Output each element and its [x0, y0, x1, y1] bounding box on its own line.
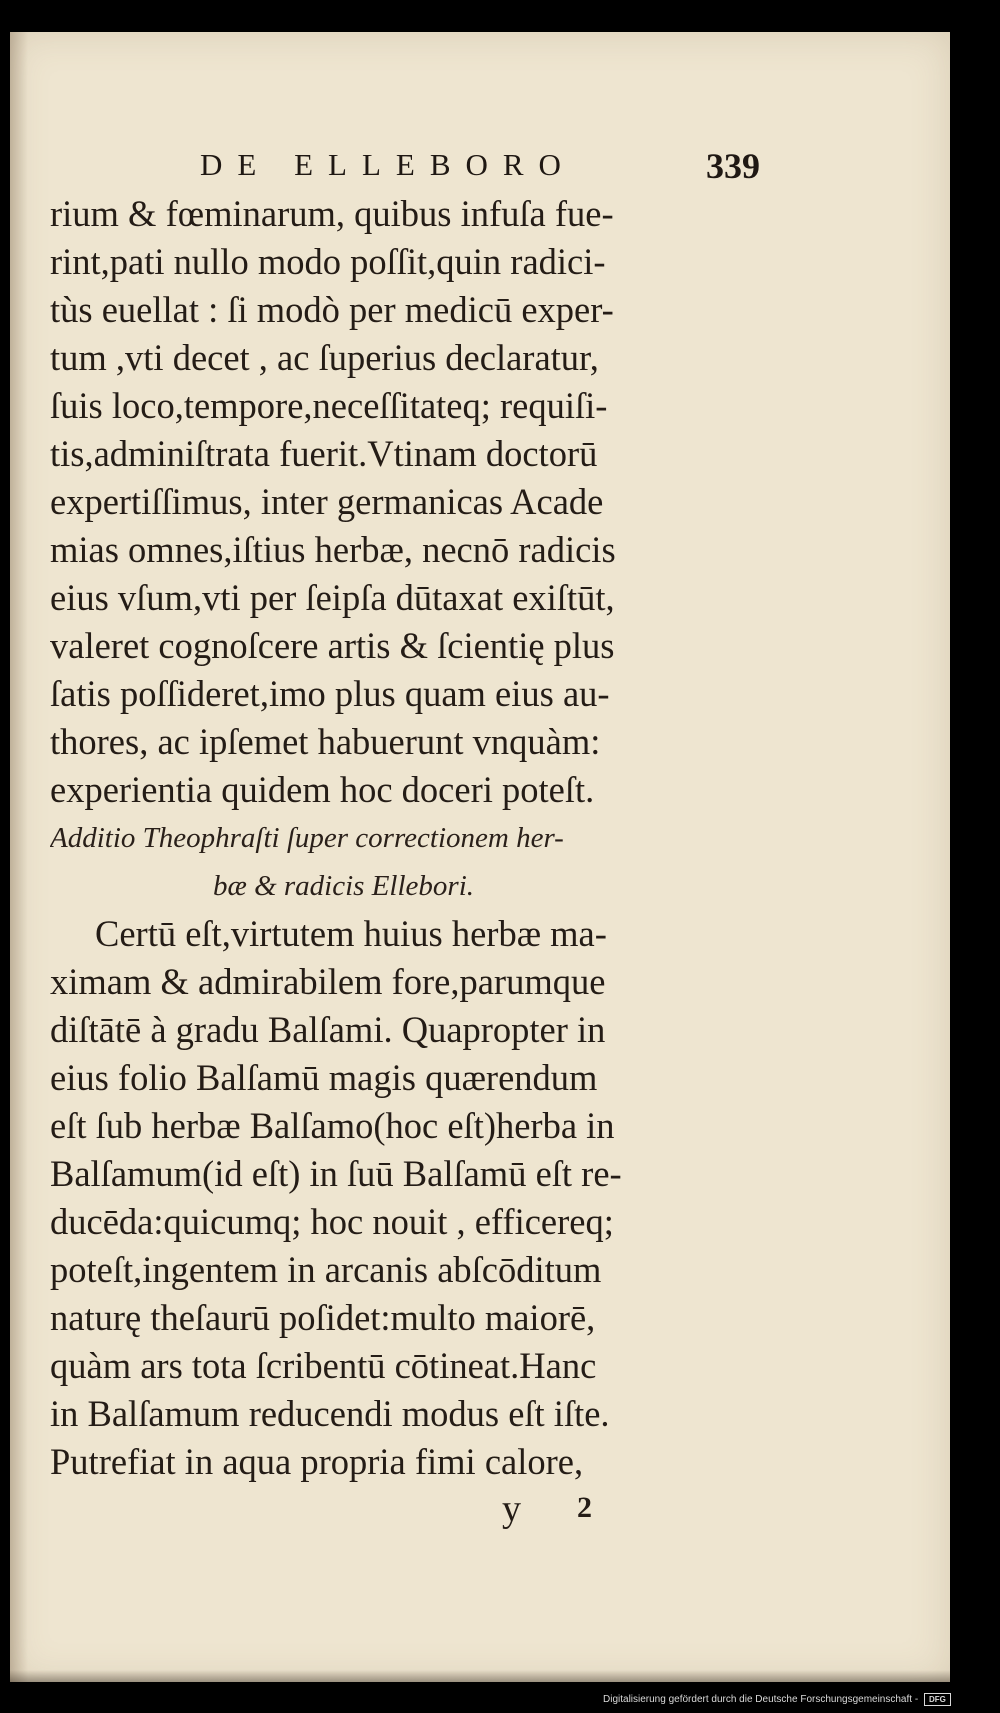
text-line: diſtātē à gradu Balſami. Quapropter in	[50, 1009, 606, 1050]
text-line: eius folio Balſamū magis quærendum	[50, 1057, 598, 1098]
book-page	[10, 32, 950, 1682]
text-line: tum ,vti decet , ac ſuperius declaratur,	[50, 337, 599, 378]
text-line: ducēda:quicumq; hoc nouit , efficereq;	[50, 1201, 614, 1242]
dfg-logo-icon: DFG	[924, 1693, 951, 1706]
credit-text: Digitalisierung gefördert durch die Deutsche Forschungsgemeinschaft -	[603, 1694, 919, 1705]
text-line: eſt ſub herbæ Balſamo(hoc eſt)herba in	[50, 1105, 615, 1146]
section-heading-line: Additio Theophraſti ſuper correctionem her-	[50, 822, 564, 854]
text-line: rint,pati nullo modo poſſit,quin radici-	[50, 241, 606, 282]
text-line: Balſamum(id eſt) in ſuū Balſamū eſt re-	[50, 1153, 622, 1194]
digitization-credit	[603, 1691, 993, 1708]
text-line: rium & fœminarum, quibus infuſa fue-	[50, 193, 614, 234]
text-line: in Balſamum reducendi modus eſt iſte.	[50, 1393, 610, 1434]
text-line: Putrefiat in aqua propria fimi calore,	[50, 1441, 584, 1482]
text-line: expertiſſimus, inter germanicas Acade	[50, 481, 604, 522]
text-line: ſatis poſſideret,imo plus quam eius au-	[50, 673, 610, 714]
text-line: ximam & admirabilem fore,parumque	[50, 961, 606, 1002]
running-head-title: DE ELLEBORO	[200, 147, 576, 182]
text-line: mias omnes,iſtius herbæ, necnō radicis	[50, 529, 616, 570]
text-line: experientia quidem hoc doceri poteſt.	[50, 769, 595, 810]
text-line: poteſt,ingentem in arcanis abſcōditum	[50, 1249, 602, 1290]
text-line: eius vſum,vti per ſeipſa dūtaxat exiſtūt,	[50, 577, 615, 618]
printer-signature-mark	[502, 1487, 622, 1532]
text-line: thores, ac ipſemet habuerunt vnquàm:	[50, 721, 601, 762]
page-number: 339	[706, 146, 760, 186]
text-line: naturę theſaurū poſidet:multo maiorē,	[50, 1297, 596, 1338]
text-line: tùs euellat : ſi modò per medicū exper-	[50, 289, 614, 330]
text-line: ſuis loco,tempore,neceſſitateq; requiſi-	[50, 385, 608, 426]
text-line: quàm ars tota ſcribentū cōtineat.Hanc	[50, 1345, 597, 1386]
text-line: valeret cognoſcere artis & ſcientię plus	[50, 625, 615, 666]
section-heading-line: bæ & radicis Ellebori.	[213, 870, 474, 902]
paragraph-first-line: Certū eſt,virtutem huius herbæ ma-	[95, 913, 607, 954]
signature-letter: y	[502, 1488, 521, 1530]
text-line: tis,adminiſtrata fuerit.Vtinam doctorū	[50, 433, 598, 474]
main-text-block	[50, 190, 755, 1486]
signature-number: 2	[577, 1491, 592, 1524]
